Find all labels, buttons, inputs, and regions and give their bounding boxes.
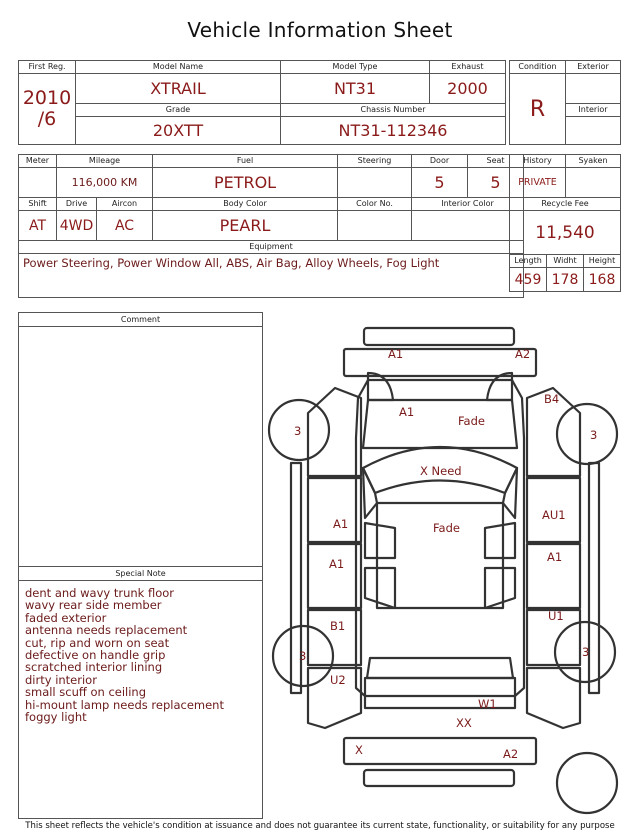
special-note-item: faded exterior bbox=[25, 610, 107, 625]
exterior-label: Exterior bbox=[566, 61, 621, 74]
damage-mark: 3 bbox=[582, 645, 590, 659]
comment-label: Comment bbox=[19, 313, 262, 327]
vehicle-spec-table bbox=[18, 154, 524, 298]
vehicle-info-table bbox=[18, 60, 506, 145]
special-note-item: scratched interior lining bbox=[25, 660, 163, 675]
front-wheel-right bbox=[557, 404, 617, 464]
damage-mark: A1 bbox=[547, 550, 563, 564]
interior-color-value bbox=[412, 211, 524, 241]
steering-label: Steering bbox=[338, 155, 412, 168]
first-reg-label: First Reg. bbox=[19, 61, 76, 74]
color-no-label: Color No. bbox=[338, 198, 412, 211]
interior-value bbox=[566, 117, 621, 145]
seat-label: Seat bbox=[468, 155, 524, 168]
condition-label: Condition bbox=[510, 61, 566, 74]
drive-label: Drive bbox=[57, 198, 97, 211]
front-door-left bbox=[308, 544, 361, 608]
special-note-item: dirty interior bbox=[25, 672, 97, 687]
damage-mark: A1 bbox=[399, 405, 415, 419]
grade-value: 20XTT bbox=[76, 117, 281, 145]
exhaust-value: 2000 bbox=[430, 74, 506, 104]
equipment-label: Equipment bbox=[19, 241, 524, 254]
damage-mark: Fade bbox=[458, 414, 485, 428]
color-no-value bbox=[338, 211, 412, 241]
model-name-label: Model Name bbox=[76, 61, 281, 74]
roof-front-right bbox=[503, 468, 517, 518]
special-note-item: hi-mount lamp needs replacement bbox=[25, 697, 224, 712]
special-note-label: Special Note bbox=[19, 567, 262, 581]
fuel-value: PETROL bbox=[153, 168, 338, 198]
syaken-label: Syaken bbox=[566, 155, 621, 168]
model-type-label: Model Type bbox=[281, 61, 430, 74]
steering-value bbox=[338, 168, 412, 198]
height-value: 168 bbox=[584, 268, 621, 292]
condition-value: R bbox=[510, 74, 566, 145]
door-value: 5 bbox=[412, 168, 468, 198]
damage-mark: U2 bbox=[330, 673, 346, 687]
front-fender-left bbox=[308, 478, 361, 542]
interior-label: Interior bbox=[566, 104, 621, 117]
damage-mark: AU1 bbox=[542, 508, 566, 522]
exterior-value bbox=[566, 74, 621, 104]
roof-front-left bbox=[363, 468, 377, 518]
rear-glass bbox=[367, 658, 513, 678]
damage-mark: A2 bbox=[503, 747, 519, 761]
fuel-label: Fuel bbox=[153, 155, 338, 168]
model-type-value: NT31 bbox=[281, 74, 430, 104]
damage-mark: U1 bbox=[548, 609, 564, 623]
car-damage-diagram bbox=[265, 318, 625, 818]
damage-mark: A2 bbox=[515, 347, 531, 361]
first-reg-year: 2010 bbox=[22, 87, 72, 109]
rocker-right bbox=[589, 463, 599, 693]
special-note-item: defective on handle grip bbox=[25, 648, 166, 663]
first-reg-value bbox=[19, 74, 76, 145]
aircon-value: AC bbox=[97, 211, 153, 241]
recycle-fee-label: Recycle Fee bbox=[510, 198, 621, 211]
seat-value: 5 bbox=[468, 168, 524, 198]
equipment-value: Power Steering, Power Window All, ABS, Air Bag, Alloy Wheels, Fog Light bbox=[19, 254, 524, 298]
drive-value: 4WD bbox=[57, 211, 97, 241]
height-label: Height bbox=[584, 255, 621, 268]
meter-value bbox=[19, 168, 57, 198]
side-window-rear-right bbox=[485, 568, 515, 608]
page-title: Vehicle Information Sheet bbox=[187, 18, 453, 42]
interior-color-label: Interior Color bbox=[412, 198, 524, 211]
condition-table bbox=[509, 60, 621, 145]
shift-value: AT bbox=[19, 211, 57, 241]
history-value: PRIVATE bbox=[510, 168, 566, 198]
spare-tire bbox=[557, 753, 617, 813]
damage-mark: A1 bbox=[329, 557, 345, 571]
meter-label: Meter bbox=[19, 155, 57, 168]
body-outline bbox=[356, 380, 524, 696]
damage-mark: 3 bbox=[590, 428, 598, 442]
special-note-item: wavy rear side member bbox=[25, 598, 162, 613]
hood-panel bbox=[363, 400, 517, 448]
mileage-value: 116,000 KM bbox=[57, 168, 153, 198]
damage-mark: B1 bbox=[330, 619, 346, 633]
syaken-value bbox=[566, 168, 621, 198]
aircon-label: Aircon bbox=[97, 198, 153, 211]
history-label: History bbox=[510, 155, 566, 168]
width-value: 178 bbox=[547, 268, 584, 292]
damage-mark: 3 bbox=[299, 649, 307, 663]
damage-mark: A1 bbox=[333, 517, 349, 531]
front-pillar-left bbox=[308, 388, 361, 476]
damage-mark: X bbox=[355, 743, 363, 757]
special-note-item: antenna needs replacement bbox=[25, 623, 188, 638]
shift-label: Shift bbox=[19, 198, 57, 211]
side-window-front-left bbox=[365, 523, 395, 558]
width-label: Widht bbox=[547, 255, 584, 268]
damage-mark: W1 bbox=[478, 697, 497, 711]
history-table bbox=[509, 154, 621, 292]
side-window-front-right bbox=[485, 523, 515, 558]
grade-label: Grade bbox=[76, 104, 281, 117]
damage-mark: B4 bbox=[544, 392, 560, 406]
rear-quarter-right bbox=[527, 668, 580, 728]
comment-box bbox=[18, 312, 263, 567]
exhaust-label: Exhaust bbox=[430, 61, 506, 74]
damage-mark: XX bbox=[456, 716, 472, 730]
first-reg-month: /6 bbox=[37, 108, 57, 130]
body-color-label: Body Color bbox=[153, 198, 338, 211]
damage-mark: A1 bbox=[388, 347, 404, 361]
length-label: Length bbox=[510, 255, 547, 268]
front-grille bbox=[364, 328, 514, 345]
damage-mark: 3 bbox=[294, 424, 302, 438]
door-label: Door bbox=[412, 155, 468, 168]
special-note-box bbox=[18, 566, 263, 819]
chassis-number-label: Chassis Number bbox=[281, 104, 506, 117]
special-note-item: cut, rip and worn on seat bbox=[25, 635, 170, 650]
chassis-number-value: NT31-112346 bbox=[281, 117, 506, 145]
special-note-item: small scuff on ceiling bbox=[25, 685, 147, 700]
front-bumper bbox=[344, 349, 536, 376]
body-color-value: PEARL bbox=[153, 211, 338, 241]
special-note-list bbox=[25, 587, 224, 723]
special-note-item: dent and wavy trunk floor bbox=[25, 586, 175, 600]
length-value: 459 bbox=[510, 268, 547, 292]
mileage-label: Mileage bbox=[57, 155, 153, 168]
damage-mark: X Need bbox=[420, 464, 462, 478]
model-name-value: XTRAIL bbox=[76, 74, 281, 104]
special-note-item: foggy light bbox=[25, 710, 87, 725]
rear-skirt bbox=[364, 770, 514, 786]
side-window-rear-left bbox=[365, 568, 395, 608]
disclaimer-footer: This sheet reflects the vehicle's condition at issuance and does not guarantee its current state, functionality, or suitability for any purpose bbox=[25, 821, 615, 831]
recycle-fee-value: 11,540 bbox=[510, 211, 621, 255]
damage-mark: Fade bbox=[433, 521, 460, 535]
